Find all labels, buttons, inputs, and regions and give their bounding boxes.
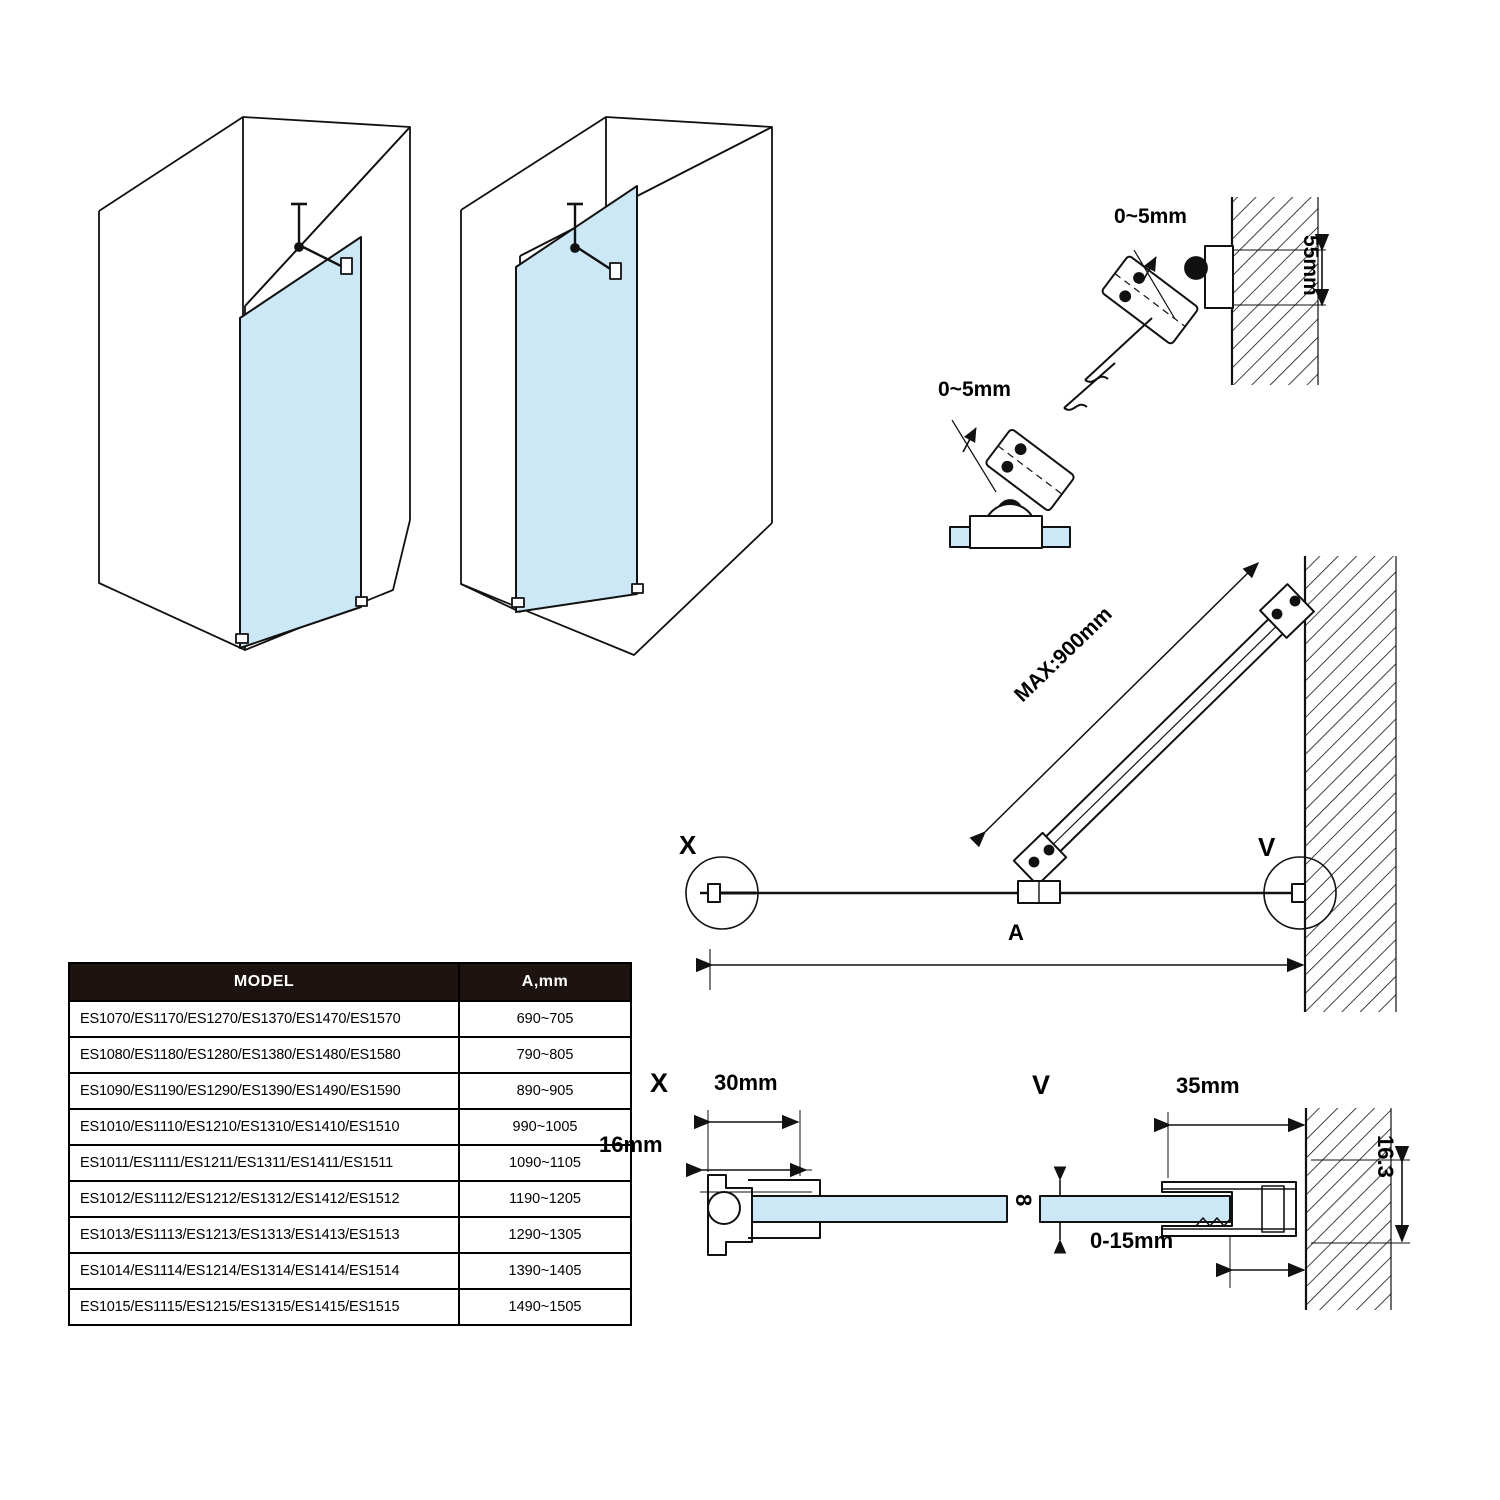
cell-a: 690~705	[459, 1001, 631, 1037]
cell-a: 1190~1205	[459, 1181, 631, 1217]
cell-a: 1090~1105	[459, 1145, 631, 1181]
label-section-v-width: 35mm	[1176, 1073, 1240, 1098]
label-section-x-marker: X	[650, 1068, 669, 1098]
section-v	[1040, 1108, 1410, 1310]
enclosure-view-left	[99, 117, 410, 650]
bracket-detail	[950, 197, 1326, 548]
label-gap-top: 0~5mm	[1114, 205, 1187, 228]
support-bar-plan	[686, 556, 1396, 1012]
label-bracket-height: 55mm	[1299, 235, 1322, 296]
column-header-model: MODEL	[69, 963, 459, 1001]
table-row	[69, 1181, 631, 1217]
table-row	[69, 1073, 631, 1109]
cell-model: ES1015/ES1115/ES1215/ES1315/ES1415/ES1515	[69, 1289, 459, 1325]
cell-model: ES1014/ES1114/ES1214/ES1314/ES1414/ES1514	[69, 1253, 459, 1289]
cell-model: ES1010/ES1110/ES1210/ES1310/ES1410/ES1510	[69, 1109, 459, 1145]
label-section-x-width: 30mm	[714, 1070, 778, 1095]
cell-model: ES1070/ES1170/ES1270/ES1370/ES1470/ES1570	[69, 1001, 459, 1037]
label-section-v-marker: V	[1032, 1070, 1051, 1100]
label-glass-thickness: 8	[1011, 1194, 1036, 1207]
table-row	[69, 1001, 631, 1037]
cell-a: 1290~1305	[459, 1217, 631, 1253]
table-row	[69, 1109, 631, 1145]
cell-model: ES1012/ES1112/ES1212/ES1312/ES1412/ES1512	[69, 1181, 459, 1217]
label-dimension-a: A	[1008, 920, 1024, 945]
table-row	[69, 1145, 631, 1181]
cell-model: ES1011/ES1111/ES1211/ES1311/ES1411/ES1511	[69, 1145, 459, 1181]
label-max-length: MAX:900mm	[1010, 602, 1117, 707]
label-section-v-height: 16.3	[1373, 1135, 1398, 1178]
table-row	[69, 1037, 631, 1073]
label-marker-v-plan: V	[1258, 832, 1276, 862]
label-gap-bottom: 0~5mm	[938, 378, 1011, 401]
cell-model: ES1090/ES1190/ES1290/ES1390/ES1490/ES1590	[69, 1073, 459, 1109]
cell-a: 790~805	[459, 1037, 631, 1073]
table-header-row	[69, 963, 631, 1001]
table-row	[69, 1217, 631, 1253]
cell-model: ES1013/ES1113/ES1213/ES1313/ES1413/ES1513	[69, 1217, 459, 1253]
section-x	[700, 1110, 1007, 1255]
label-section-x-height: 16mm	[599, 1132, 663, 1157]
cell-a: 990~1005	[459, 1109, 631, 1145]
column-header-a: A,mm	[459, 963, 631, 1001]
cell-a: 1490~1505	[459, 1289, 631, 1325]
enclosure-view-right	[461, 117, 772, 655]
label-wall-adjustment: 0-15mm	[1090, 1228, 1174, 1253]
table-row	[69, 1289, 631, 1325]
label-marker-x-plan: X	[679, 830, 697, 860]
table-row	[69, 1253, 631, 1289]
cell-a: 1390~1405	[459, 1253, 631, 1289]
cell-model: ES1080/ES1180/ES1280/ES1380/ES1480/ES1580	[69, 1037, 459, 1073]
model-spec-table	[68, 962, 632, 1326]
cell-a: 890~905	[459, 1073, 631, 1109]
